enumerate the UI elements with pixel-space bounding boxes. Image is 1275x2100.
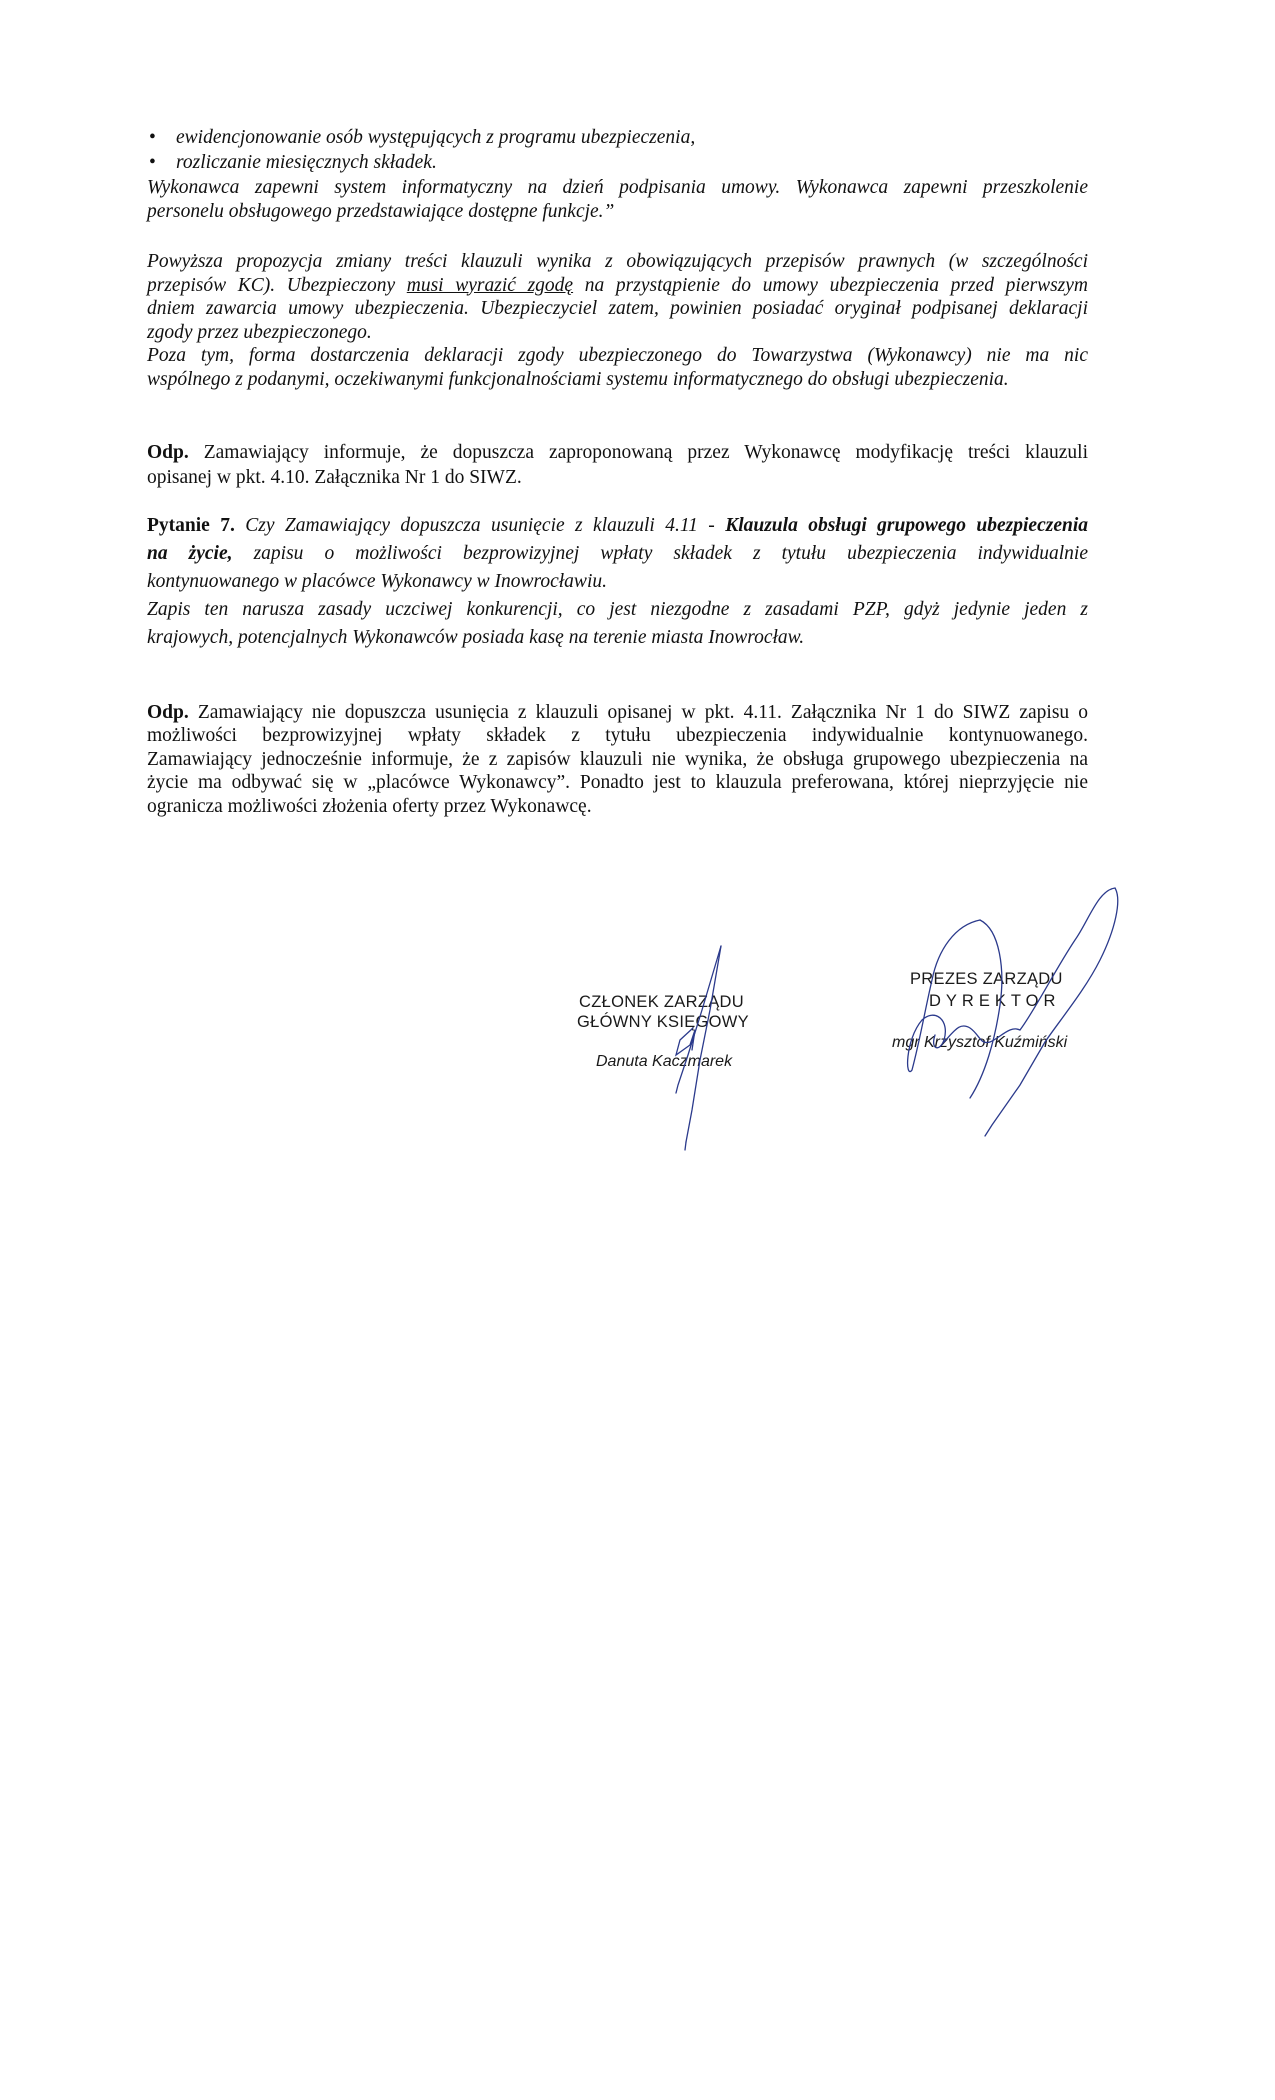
stamp-title-line1: PREZES ZARZĄDU: [910, 970, 1063, 988]
text-line: [147, 540, 1088, 568]
bullet-text: ewidencjonowanie osób występujących z programu ubezpieczenia,: [176, 127, 696, 148]
text-run: zapisu o możliwości bezprowizyjnej wpłaty składek z tytułu ubezpieczenia indywidualnie: [232, 543, 1088, 564]
text-run: przepisów KC). Ubezpieczony: [147, 274, 407, 296]
text-run: Zamawiający informuje, że dopuszcza zaproponowaną przez Wykonawcę modyfikację treści klauzuli: [188, 442, 1088, 463]
text-run: Czy Zamawiający dopuszcza usunięcie z klauzuli 4.11 -: [234, 515, 726, 536]
text-line: opisanej w pkt. 4.10. Załącznika Nr 1 do SIWZ.: [147, 467, 522, 488]
text-line: Poza tym, forma dostarczenia deklaracji zgody ubezpieczonego do Towarzystwa (Wykonawcy) nie ma nic: [147, 345, 1088, 366]
underlined-emphasis: musi wyrazić zgodę: [406, 274, 574, 296]
text-line: dniem zawarcia umowy ubezpieczenia. Ubezpieczyciel zatem, powinien posiadać oryginał podpisanej deklaracji: [147, 298, 1088, 319]
text-line: kontynuowanego w placówce Wykonawcy w Inowrocławiu.: [147, 571, 607, 592]
text-line: [147, 274, 1088, 298]
text-line: Zamawiający jednocześnie informuje, że z zapisów klauzuli nie wynika, że obsługa grupowego ubezpieczenia na: [147, 748, 1088, 770]
handwritten-signature-right: [860, 870, 1130, 1150]
stamp-title-line2: GŁÓWNY KSIĘGOWY: [577, 1013, 749, 1031]
stamp-title-line1: CZŁONEK ZARZĄDU: [579, 993, 744, 1011]
text-line: krajowych, potencjalnych Wykonawców posiada kasę na terenie miasta Inowrocław.: [147, 627, 805, 648]
bullet-icon: •: [149, 152, 156, 173]
question-label: Pytanie 7.: [147, 515, 235, 536]
answer-label: Odp.: [147, 442, 189, 463]
justification-paragraph: [147, 250, 1088, 391]
text-line: Wykonawca zapewni system informatyczny na dzień podpisania umowy. Wykonawca zapewni przeszkolenie: [147, 177, 1088, 198]
bullet-icon: •: [149, 127, 156, 148]
text-line: Zapis ten narusza zasady uczciwej konkurencji, co jest niezgodne z zasadami PZP, gdyż jedynie jeden z: [147, 599, 1088, 620]
text-line: [147, 440, 1088, 465]
bullet-text: rozliczanie miesięcznych składek.: [176, 152, 437, 173]
text-run: Zamawiający nie dopuszcza usunięcia z klauzuli opisanej w pkt. 4.11. Załącznika Nr 1 do SIWZ zapisu o: [188, 702, 1088, 723]
answer-6: [147, 440, 1088, 490]
text-run: na przystąpienie do umowy ubezpieczenia przed pierwszym: [573, 274, 1088, 296]
text-line: ogranicza możliwości złożenia oferty przez Wykonawcę.: [147, 795, 592, 817]
stamp-signatory-name: mgr Krzysztof Kuźmiński: [892, 1034, 1068, 1051]
text-line: zgody przez ubezpieczonego.: [147, 321, 372, 343]
answer-label: Odp.: [147, 702, 189, 723]
text-line: życie ma odbywać się w „placówce Wykonawcy”. Ponadto jest to klauzula preferowana, której nieprzyjęcie nie: [147, 772, 1088, 794]
quoted-clause-end: [147, 176, 1088, 224]
stamp-signatory-name: Danuta Kaczmarek: [596, 1053, 733, 1070]
clause-title: na życie,: [147, 543, 233, 564]
text-line: wspólnego z podanymi, oczekiwanymi funkcjonalnościami systemu informatycznego do obsługi ubezpieczenia.: [147, 368, 1009, 390]
text-line: [147, 701, 1088, 724]
clause-title: Klauzula obsługi grupowego ubezpieczenia: [725, 515, 1088, 536]
stamp-title-line2: DYREKTOR: [929, 992, 1061, 1010]
text-line: możliwości bezprowizyjnej wpłaty składek z tytułu ubezpieczenia indywidualnie kontynuowanego.: [147, 725, 1088, 747]
text-line: Powyższa propozycja zmiany treści klauzuli wynika z obowiązujących przepisów prawnych (w szczególności: [147, 251, 1088, 272]
handwritten-signature-left: [540, 880, 840, 1170]
question-7: [147, 512, 1088, 652]
answer-7: [147, 701, 1088, 818]
text-line: [147, 512, 1088, 540]
text-line: personelu obsługowego przedstawiające dostępne funkcje.”: [147, 201, 615, 222]
